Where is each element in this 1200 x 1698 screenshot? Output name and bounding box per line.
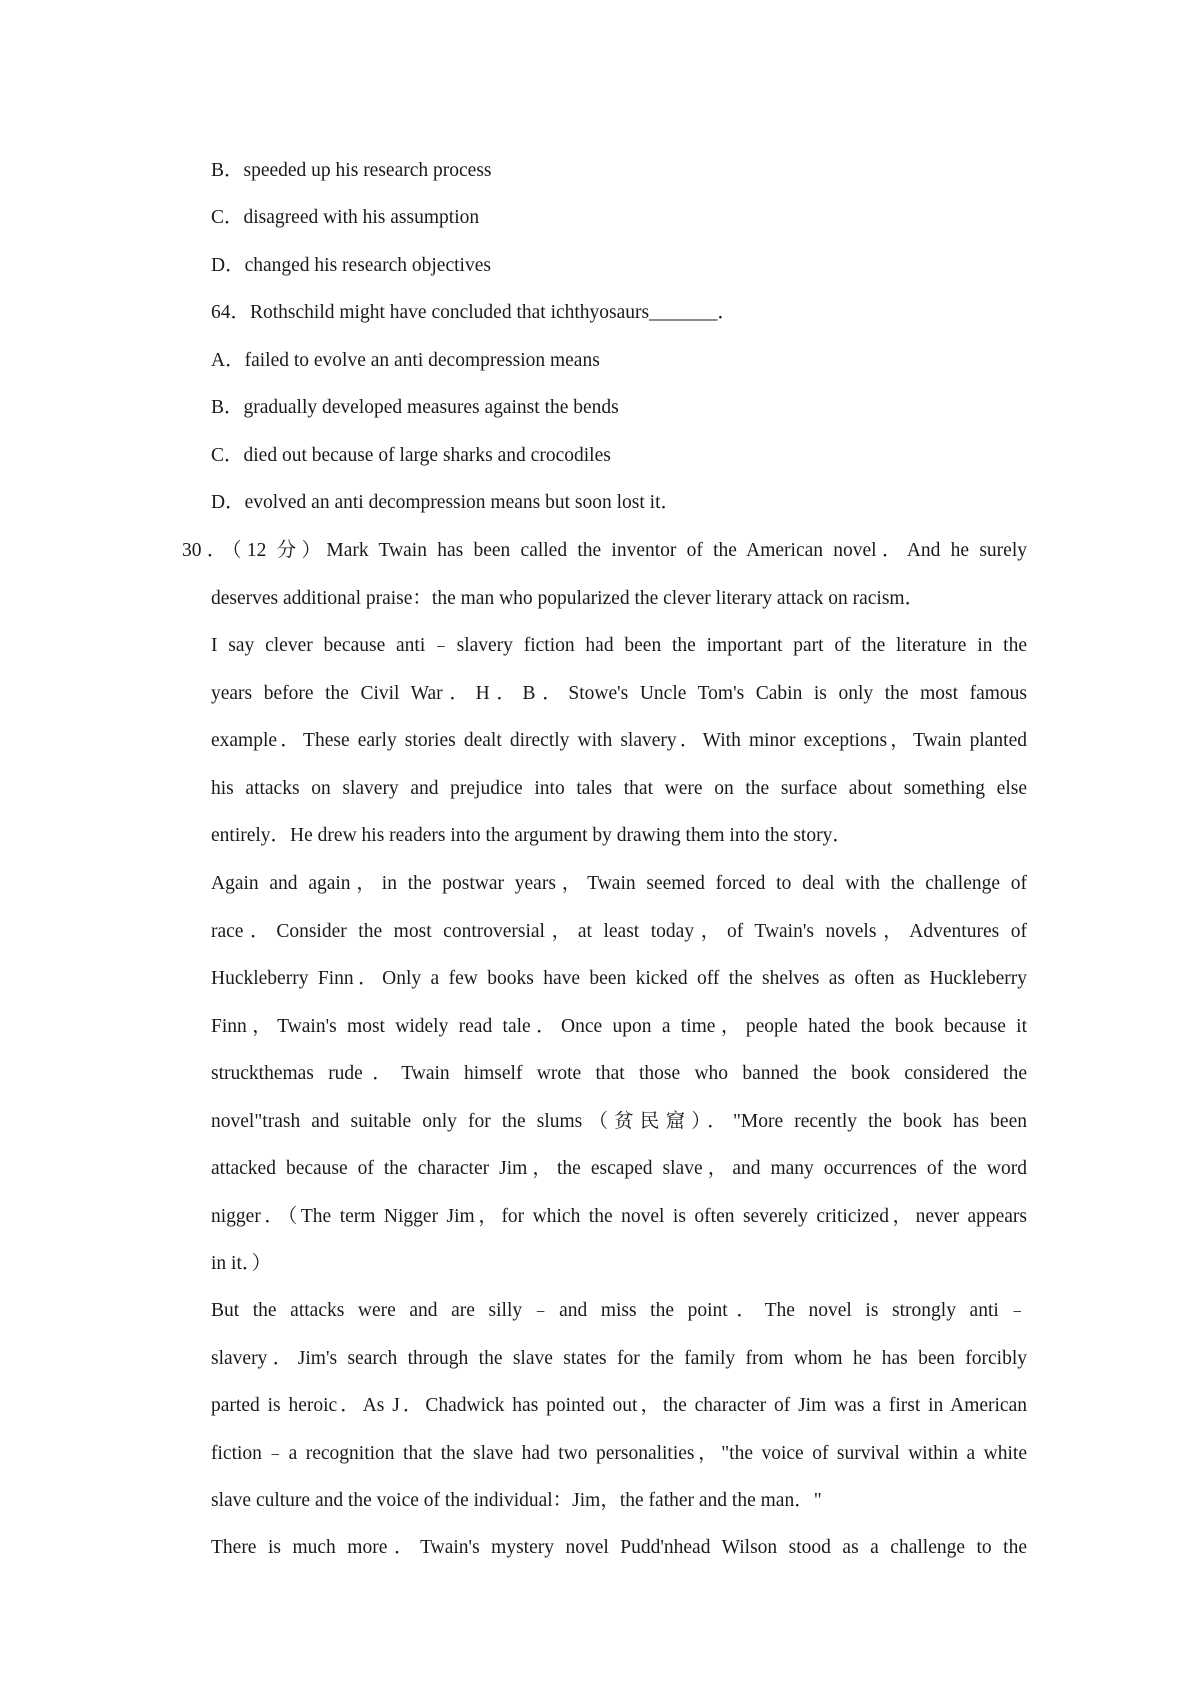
paragraph-line: Huckleberry Finn．Only a few books have been kicked off the shelves as often as Huckleberry (211, 968, 1027, 989)
paragraph-line: slavery．Jim's search through the slave states for the family from whom he has been forcibly (211, 1347, 1027, 1369)
passage-paragraph-3 (211, 1287, 1027, 1525)
paragraph-line: in it．） (211, 1253, 272, 1274)
paragraph-line: novel"trash and suitable only for the slums（贫民窟）．"More recently the book has been (211, 1110, 1027, 1132)
q63-option-d: D．changed his research objectives (211, 255, 491, 276)
paragraph-line: entirely．He drew his readers into the argument by drawing them into the story． (211, 825, 852, 846)
paragraph-line: Again and again，in the postwar years，Twain seemed forced to deal with the challenge of (211, 873, 1027, 894)
passage-paragraph-2 (211, 860, 1027, 1288)
q64-option-b: B．gradually developed measures against the bends (211, 397, 619, 418)
paragraph-line: race．Consider the most controversial，at least today，of Twain's novels，Adventures of (211, 920, 1027, 942)
paragraph-line: his attacks on slavery and prejudice into tales that were on the surface about something else (211, 777, 1027, 799)
q63-option-b: B．speeded up his research process (211, 160, 492, 181)
paragraph-line: example．These early stories dealt directly with slavery．With minor exceptions，Twain planted (211, 730, 1027, 751)
paragraph-line: fiction﹣a recognition that the slave had two personalities，"the voice of survival within a white (211, 1442, 1027, 1464)
q64-option-c: C．died out because of large sharks and crocodiles (211, 445, 611, 466)
paragraph-line: nigger．（The term Nigger Jim，for which the novel is often severely criticized，never appears (211, 1205, 1027, 1227)
q30-intro-line: 30．（12 分）Mark Twain has been called the inventor of the American novel．And he surely (182, 540, 1027, 561)
passage-paragraph-1 (211, 622, 1027, 860)
q30-intro (182, 527, 1027, 622)
paragraph-line: I say clever because anti﹣slavery fiction had been the important part of the literature in the (211, 635, 1027, 656)
paragraph-line: years before the Civil War．H．B．Stowe's Uncle Tom's Cabin is only the most famous (211, 682, 1027, 704)
q64-option-a: A．failed to evolve an anti decompression means (211, 350, 600, 371)
paragraph-line: parted is heroic．As J．Chadwick has pointed out，the character of Jim was a first in American (211, 1395, 1027, 1416)
q64-stem: 64．Rothschild might have concluded that ichthyosaurs_______． (211, 302, 737, 323)
paragraph-line: There is much more．Twain's mystery novel Pudd'nhead Wilson stood as a challenge to the (211, 1537, 1027, 1558)
paragraph-line: slave culture and the voice of the individual：Jim，the father and the man．" (211, 1490, 822, 1511)
q64-option-d: D．evolved an anti decompression means but soon lost it． (211, 492, 681, 513)
paragraph-line: attacked because of the character Jim，the escaped slave，and many occurrences of the word (211, 1158, 1027, 1179)
paragraph-line: struckthemas rude．Twain himself wrote that those who banned the book considered the (211, 1063, 1027, 1084)
paragraph-line: But the attacks were and are silly﹣and miss the point．The novel is strongly anti﹣ (211, 1300, 1027, 1321)
passage-paragraph-4 (211, 1524, 1027, 1572)
q30-intro-line: deserves additional praise：the man who popularized the clever literary attack on racism． (211, 587, 925, 609)
paragraph-line: Finn，Twain's most widely read tale．Once upon a time，people hated the book because it (211, 1015, 1027, 1037)
q63-option-c: C．disagreed with his assumption (211, 207, 480, 228)
